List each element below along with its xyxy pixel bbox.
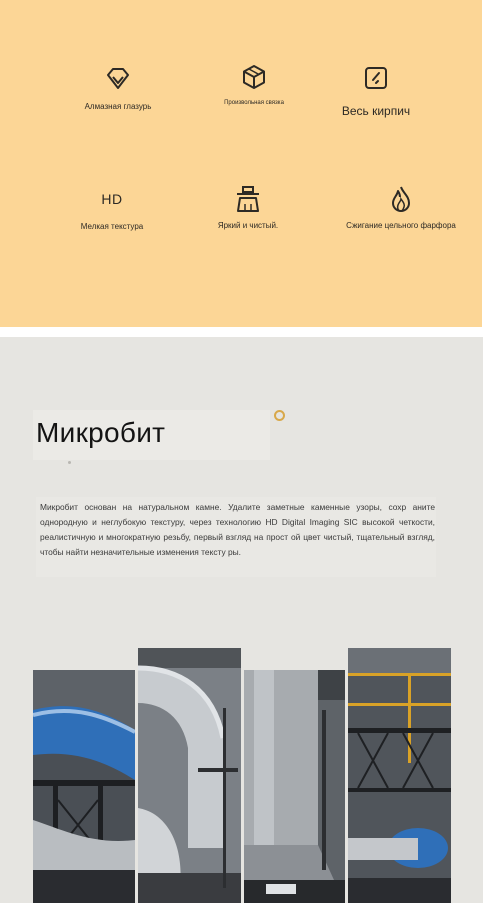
- decorative-ring-icon: [274, 410, 285, 421]
- section-description: Микробит основан на натуральном камне. Удалите заметные каменные узоры, сохр аните однородную и неглубокую текстуру, через технологию HD Digital Imaging SIC высокой четкости, реалистичную и многократную резьбу, первый взгляд на прост ой цвет чистый, тщательный взгляд, чтобы найти незначительные изменения тексту ры.: [40, 502, 435, 557]
- diamond-icon: [103, 64, 133, 94]
- hd-icon: HD: [101, 191, 123, 207]
- industrial-photo-1: [33, 670, 135, 903]
- feature-label: Алмазная глазурь: [84, 102, 152, 111]
- feature-bright-clean: [173, 184, 323, 230]
- feature-full-brick: [301, 63, 451, 118]
- tile-icon: [361, 63, 391, 93]
- cleaning-icon: [233, 184, 263, 214]
- feature-porcelain-firing: [326, 184, 476, 230]
- feature-label: Сжигание цельного фарфора: [346, 221, 456, 230]
- photo-strip-3: [244, 670, 345, 903]
- photo-strip-4: [348, 648, 451, 903]
- feature-label: Мелкая текстура: [80, 222, 144, 231]
- feature-label: Произвольная связка: [224, 100, 284, 106]
- microbit-section: [0, 337, 483, 903]
- photo-strip-1: [33, 670, 135, 903]
- decorative-dot: [68, 461, 71, 464]
- industrial-photo-3: [244, 670, 345, 903]
- feature-label: Яркий и чистый.: [217, 221, 279, 230]
- feature-diamond-glaze: [43, 64, 193, 111]
- section-title: Микробит: [36, 417, 166, 448]
- photo-strip-2: [138, 648, 241, 903]
- industrial-photo-2: [138, 648, 241, 903]
- industrial-photo-4: [348, 648, 451, 903]
- feature-fine-texture: [37, 184, 187, 231]
- feature-label: Весь кирпич: [341, 104, 411, 118]
- cube-icon: [239, 62, 269, 92]
- flame-icon: [386, 184, 416, 214]
- features-panel: [0, 0, 482, 327]
